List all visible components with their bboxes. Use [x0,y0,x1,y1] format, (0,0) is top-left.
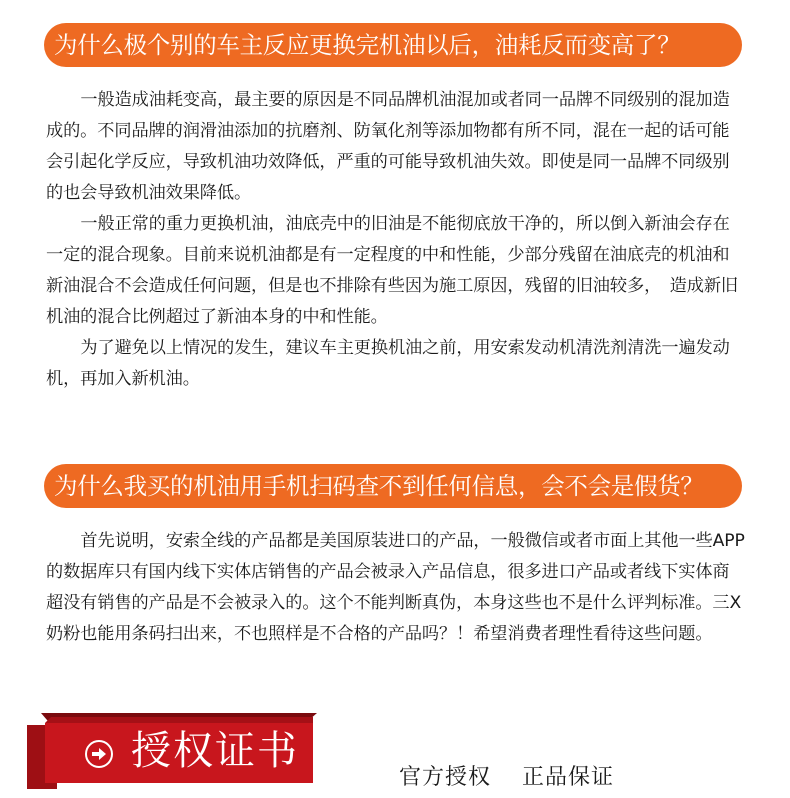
faq1-paragraph-1: 一般造成油耗变高，最主要的原因是不同品牌机油混加或者同一品牌不同级别的混加造成的。不同品牌的润滑油添加的抗磨剂、防氧化剂等添加物都有所不同，混在一起的话可能会引起化学反应，导致机油功效降低，严重的可能导致机油失效。即使是同一品牌不同级别的也会导致机油效果降低。 [46,90,730,203]
faq1-question: 为什么极个别的车主反应更换完机油以后，油耗反而变高了？ [54,31,681,59]
faq2-paragraph-1: 首先说明，安索全线的产品都是美国原装进口的产品，一般微信或者市面上其他一些APP的数据库只有国内线下实体店销售的产品会被录入产品信息，很多进口产品或者线下实体商超没有销售的产品是不会被录入的。这个不能判断真伪，本身这些也不是什么评判标准。三X奶粉也能用条码扫出来，不也照样是不合格的产品吗？！希望消费者理性看待这些问题。 [46,531,745,644]
faq1-question-banner [44,23,742,67]
faq2-question-banner [44,464,742,508]
faq1-paragraph-3: 为了避免以上情况的发生，建议车主更换机油之前，用安索发动机清洗剂清洗一遍发动机，再加入新机油。 [46,338,730,389]
faq2-answer [46,526,746,650]
certificate-tagline: 官方授权 正品保证 [399,765,614,790]
faq1-paragraph-2: 一般正常的重力更换机油，油底壳中的旧油是不能彻底放干净的，所以倒入新油会存在一定的混合现象。目前来说机油都是有一定程度的中和性能，少部分残留在油底壳的机油和新油混合不会造成任何问题，但是也不排除有些因为施工原因，残留的旧油较多， 造成新旧机油的混合比例超过了新油本身的中和性能。 [46,214,738,327]
certificate-banner [27,713,317,789]
faq1-answer [46,85,746,395]
certificate-title: 授权证书 [131,728,299,774]
arrow-right-circle-icon [85,740,113,768]
faq2-question: 为什么我买的机油用手机扫码查不到任何信息，会不会是假货？ [54,472,704,500]
